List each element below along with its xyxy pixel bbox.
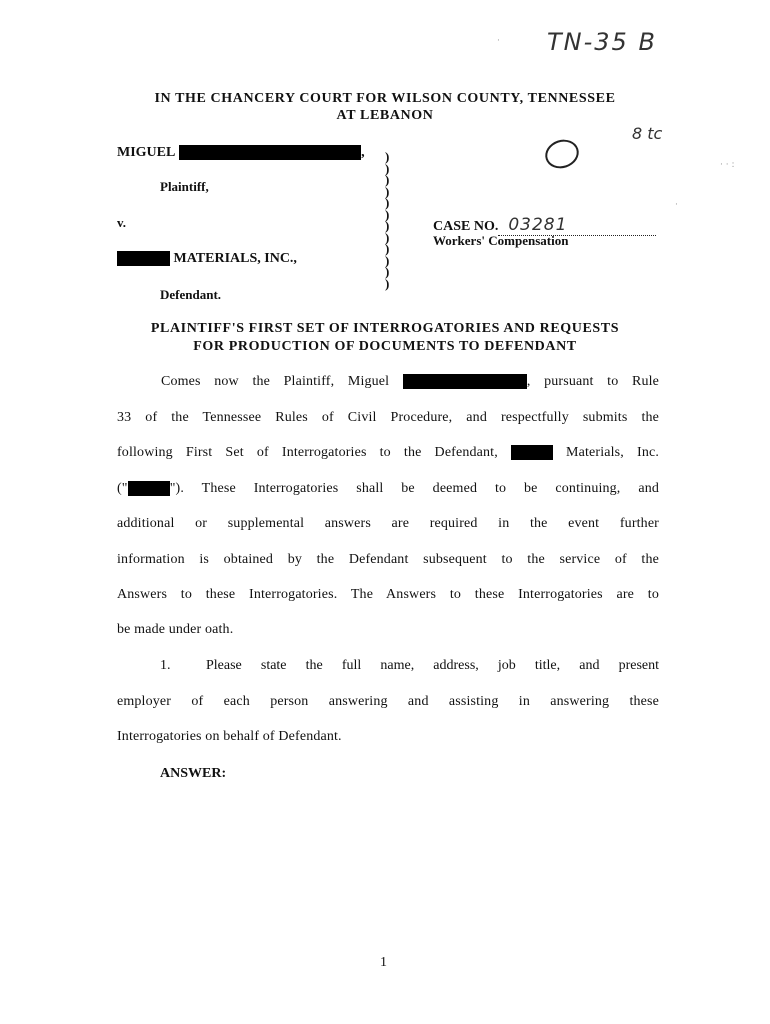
plaintiff-first-name: MIGUEL [117,145,175,160]
document-title-line2: FOR PRODUCTION OF DOCUMENTS TO DEFENDANT [193,339,577,354]
redaction-bar [117,251,170,266]
handwritten-note: 8 tc [632,124,663,143]
redaction-bar [511,445,553,460]
plaintiff-name [117,145,365,161]
text-run: Comes now the Plaintiff, Miguel [161,374,390,389]
scan-speck: · [675,200,678,210]
paragraph-line [117,481,659,497]
handwritten-form-number: TN-35 B [547,28,657,56]
plaintiff-role: Plaintiff, [160,179,209,194]
case-number-label: CASE NO. [433,219,499,234]
hand-drawn-circle [542,135,583,172]
paragraph-line: Answers to these Interrogatories. The Answers to these Interrogatories are to [117,587,659,602]
paragraph-line [117,445,659,461]
text-run: Materials, Inc. [566,445,659,460]
caption-parentheses: ) ) ) ) ) ) ) ) ) ) ) ) [385,149,390,291]
paragraph-line: 33 of the Tennessee Rules of Civil Procedure, and respectfully submits the [117,410,659,425]
case-type: Workers' Compensation [433,233,569,248]
court-heading-line1: IN THE CHANCERY COURT FOR WILSON COUNTY, TENNESSEE [154,91,616,106]
plaintiff-name-comma: , [361,145,365,160]
text-run: These Interrogatories shall be deemed to be continuing, and [201,481,659,496]
text-run: following First Set of Interrogatories to the Defendant, [117,445,498,460]
document-title-line1: PLAINTIFF'S FIRST SET OF INTERROGATORIES AND REQUESTS [150,321,620,336]
answer-label: ANSWER: [160,766,227,781]
defendant-company: MATERIALS, INC., [173,251,297,266]
paragraph-line: be made under oath. [117,622,234,637]
interrogatory-number: 1. [160,658,171,673]
redaction-bar [403,374,527,389]
interrogatory-line: Please state the full name, address, job title, and present [206,658,659,673]
interrogatory-line: Interrogatories on behalf of Defendant. [117,729,342,744]
text-run: "). [169,481,185,496]
text-run: (" [117,481,128,496]
interrogatory-line: employer of each person answering and assisting in answering these [117,694,659,709]
court-heading-line2: AT LEBANON [336,108,434,123]
versus: v. [117,215,127,230]
redaction-bar [179,145,361,160]
paragraph-line: additional or supplemental answers are required in the event further [117,516,659,531]
defendant-name [117,251,297,267]
redaction-bar [128,481,170,496]
scan-speck: · [497,36,500,46]
defendant-role: Defendant. [160,287,222,302]
paragraph-line [117,374,659,390]
scan-speck: · · : [720,160,735,170]
page-number: 1 [380,955,387,970]
case-number-value: 03281 [508,215,568,235]
text-run: , pursuant to Rule [526,374,660,389]
paragraph-line: information is obtained by the Defendant subsequent to the service of the [117,552,659,567]
